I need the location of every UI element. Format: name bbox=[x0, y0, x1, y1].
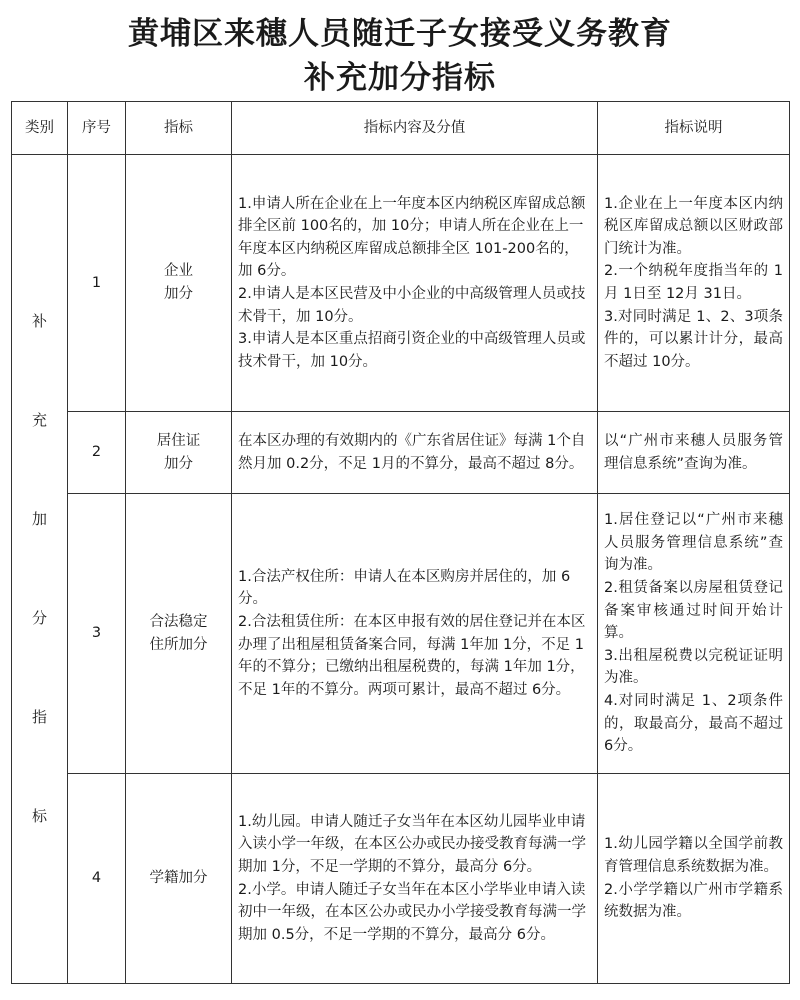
table-row bbox=[12, 774, 790, 984]
indicator-line: 加分 bbox=[164, 286, 193, 302]
content-paragraph: 1.幼儿园。申请人随迁子女当年在本区幼儿园毕业申请入读小学一年级，在本区公办或民办接受教育每满一学期加 1分，不足一学期的不算分，最高分 6分。 bbox=[238, 813, 586, 875]
header-number: 序号 bbox=[68, 102, 126, 155]
header-indicator: 指标 bbox=[126, 102, 232, 155]
note-paragraph: 2.租赁备案以房屋租赁登记备案审核通过时间开始计算。 bbox=[604, 580, 783, 642]
content-paragraph: 1.合法产权住所：申请人在本区购房并居住的，加 6分。 bbox=[238, 568, 571, 608]
table-row bbox=[12, 412, 790, 494]
content-paragraph: 3.申请人是本区重点招商引资企业的中高级管理人员或技术骨干，加 10分。 bbox=[238, 331, 586, 370]
header-note: 指标说明 bbox=[598, 102, 790, 155]
indicator-note bbox=[598, 774, 790, 984]
category-char: 充 bbox=[31, 411, 47, 429]
indicator-line: 企业 bbox=[164, 263, 193, 280]
row-number: 2 bbox=[68, 412, 126, 494]
category-char: 分 bbox=[31, 609, 47, 627]
content-paragraph: 1.申请人所在企业在上一年度本区内纳税区库留成总额排全区前 100名的，加 10分；申请人所在企业在上一年度本区内纳税区库留成总额排全区 101-200名的，加 6分。 bbox=[238, 195, 586, 280]
indicator-name bbox=[126, 155, 232, 412]
note-paragraph: 2.一个纳税年度指当年的 1月 1日至 12月 31日。 bbox=[604, 263, 783, 302]
indicator-table bbox=[11, 101, 790, 984]
indicator-line: 居住证 bbox=[156, 432, 201, 449]
note-paragraph: 2.小学学籍以广州市学籍系统数据为准。 bbox=[604, 881, 783, 921]
row-number: 3 bbox=[68, 494, 126, 774]
document-title-line2: 补充加分指标 bbox=[304, 60, 496, 96]
indicator-content bbox=[232, 774, 598, 984]
category-cell bbox=[12, 155, 68, 984]
content-paragraph: 2.申请人是本区民营及中小企业的中高级管理人员或技术骨干，加 10分。 bbox=[238, 286, 586, 325]
table-header-row bbox=[12, 102, 790, 155]
indicator-line: 加分 bbox=[164, 455, 193, 472]
note-paragraph: 1.居住登记以“广州市来穗人员服务管理信息系统”查询为准。 bbox=[604, 512, 783, 574]
content-paragraph: 在本区办理的有效期内的《广东省居住证》每满 1个自然月加 0.2分，不足 1月的不算分，最高不超过 8分。 bbox=[238, 432, 586, 472]
indicator-name bbox=[126, 774, 232, 984]
note-paragraph: 以“广州市来穗人员服务管理信息系统”查询为准。 bbox=[604, 432, 783, 472]
table-row bbox=[12, 155, 790, 412]
indicator-line: 住所加分 bbox=[149, 636, 208, 653]
category-char: 标 bbox=[31, 807, 47, 825]
indicator-content bbox=[232, 494, 598, 774]
indicator-name bbox=[126, 412, 232, 494]
indicator-name bbox=[126, 494, 232, 774]
category-char: 补 bbox=[31, 312, 47, 330]
note-paragraph: 4.对同时满足 1、2项条件的，取最高分，最高不超过 6分。 bbox=[604, 692, 783, 755]
category-char: 加 bbox=[31, 510, 47, 528]
header-content: 指标内容及分值 bbox=[232, 102, 598, 155]
document-title-line1: 黄埔区来穗人员随迁子女接受义务教育 bbox=[128, 16, 672, 52]
table-row bbox=[12, 494, 790, 774]
row-number: 1 bbox=[68, 155, 126, 412]
category-char: 指 bbox=[31, 708, 47, 726]
indicator-line: 学籍加分 bbox=[149, 870, 208, 887]
note-paragraph: 1.幼儿园学籍以全国学前教育管理信息系统数据为准。 bbox=[604, 836, 783, 875]
indicator-content bbox=[232, 412, 598, 494]
header-category: 类别 bbox=[12, 102, 68, 155]
note-paragraph: 3.对同时满足 1、2、3项条件的，可以累计计分，最高不超过 10分。 bbox=[604, 308, 783, 370]
indicator-content bbox=[232, 155, 598, 412]
indicator-note bbox=[598, 412, 790, 494]
row-number: 4 bbox=[68, 774, 126, 984]
indicator-line: 合法稳定 bbox=[149, 613, 208, 630]
content-paragraph: 2.小学。申请人随迁子女当年在本区小学毕业申请入读初中一年级，在本区公办或民办小学接受教育每满一学期加 0.5分，不足一学期的不算分，最高分 6分。 bbox=[238, 881, 586, 943]
note-paragraph: 1.企业在上一年度本区内纳税区库留成总额以区财政部门统计为准。 bbox=[604, 195, 783, 257]
indicator-note bbox=[598, 494, 790, 774]
note-paragraph: 3.出租屋税费以完税证证明为准。 bbox=[604, 647, 783, 687]
content-paragraph: 2.合法租赁住所：在本区申报有效的居住登记并在本区办理了出租屋租赁备案合同，每满 1年加 1分，不足 1年的不算分；已缴纳出租屋税费的，每满 1年加 1分，不足 1年的不算分。两项可累计，最高不超过 6分。 bbox=[238, 613, 586, 698]
indicator-note bbox=[598, 155, 790, 412]
